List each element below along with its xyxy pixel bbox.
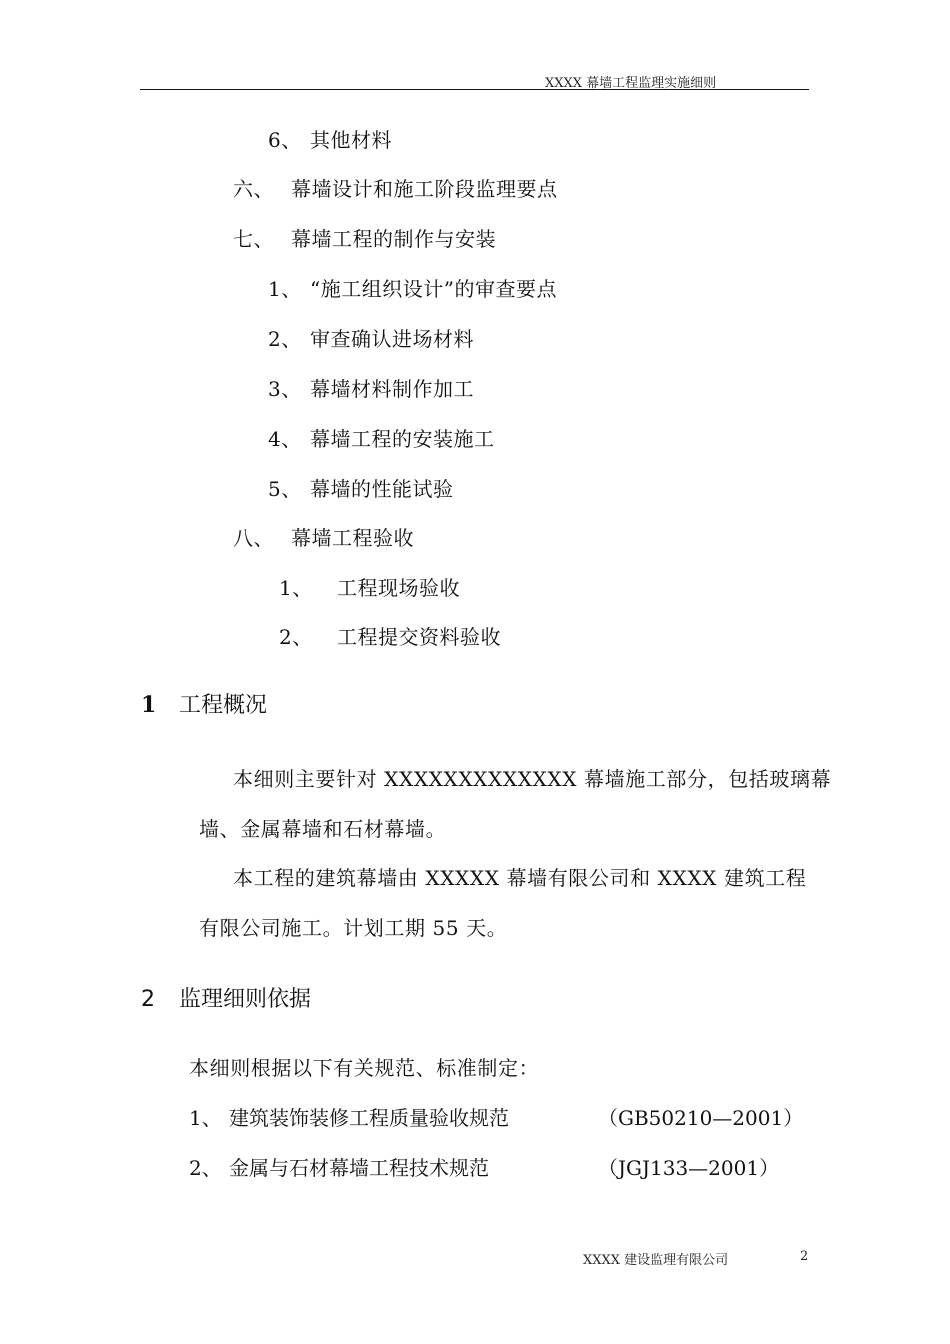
toc-entry [268,323,474,352]
header-rule [140,89,809,90]
section-number: 2 [141,987,155,1012]
reference-name: 金属与石材幕墙工程技术规范 [229,1156,489,1180]
footer-company: XXXX 建设监理有限公司 [583,1253,729,1268]
paragraph-line: 有限公司施工。计划工期 55 天。 [199,916,508,940]
section-1-heading [141,688,267,719]
toc-text: 幕墙设计和施工阶段监理要点 [291,177,558,201]
toc-number: 5、 [268,477,302,501]
reference-number: 1、 [189,1106,222,1130]
toc-entry [268,473,454,502]
toc-number: 2、 [268,327,302,351]
toc-text: “施工组织设计”的审查要点 [310,277,557,301]
toc-entry [268,273,557,302]
toc-entry [233,522,414,551]
section-title: 工程概况 [179,693,268,718]
toc-text: 审查确认进场材料 [310,327,474,351]
section-number: 1 [141,692,157,718]
reference-item [189,1102,509,1131]
toc-text: 幕墙的性能试验 [310,477,454,501]
page-number: 2 [800,1249,809,1264]
toc-entry [279,621,501,650]
toc-number: 1、 [279,576,313,600]
toc-number: 3、 [268,377,302,401]
toc-text: 幕墙工程验收 [291,526,414,550]
reference-name: 建筑装饰装修工程质量验收规范 [229,1106,509,1130]
paragraph-line: 本工程的建筑幕墙由 XXXXX 幕墙有限公司和 XXXX 建筑工程 [233,866,807,890]
reference-item [189,1152,489,1181]
toc-text: 工程现场验收 [337,576,460,600]
toc-entry [279,572,460,601]
reference-code: （GB50210—2001） [598,1106,804,1130]
toc-entry [233,223,496,252]
toc-text: 其他材料 [310,128,392,152]
toc-entry [233,173,558,202]
running-header: XXXX 幕墙工程监理实施细则 [545,76,717,91]
toc-number: 2、 [279,625,313,649]
toc-entry [268,373,474,402]
toc-number: 6、 [268,128,302,152]
toc-entry [268,124,392,153]
paragraph-line: 墙、金属幕墙和石材幕墙。 [199,817,447,841]
toc-number: 4、 [268,427,302,451]
reference-number: 2、 [189,1156,222,1180]
toc-text: 幕墙工程的安装施工 [310,427,495,451]
reference-code: （JGJ133—2001） [598,1156,780,1180]
toc-number: 1、 [268,277,302,301]
toc-number: 七、 [233,227,274,251]
toc-entry [268,423,495,452]
toc-text: 工程提交资料验收 [337,625,501,649]
toc-number: 八、 [233,526,274,550]
paragraph-line: 本细则主要针对 XXXXXXXXXXXXX 幕墙施工部分，包括玻璃幕 [233,767,832,791]
toc-text: 幕墙工程的制作与安装 [291,227,496,251]
references-intro: 本细则根据以下有关规范、标准制定： [189,1056,540,1080]
toc-text: 幕墙材料制作加工 [310,377,474,401]
section-2-heading [141,982,311,1013]
toc-number: 六、 [233,177,274,201]
section-title: 监理细则依据 [179,987,312,1012]
